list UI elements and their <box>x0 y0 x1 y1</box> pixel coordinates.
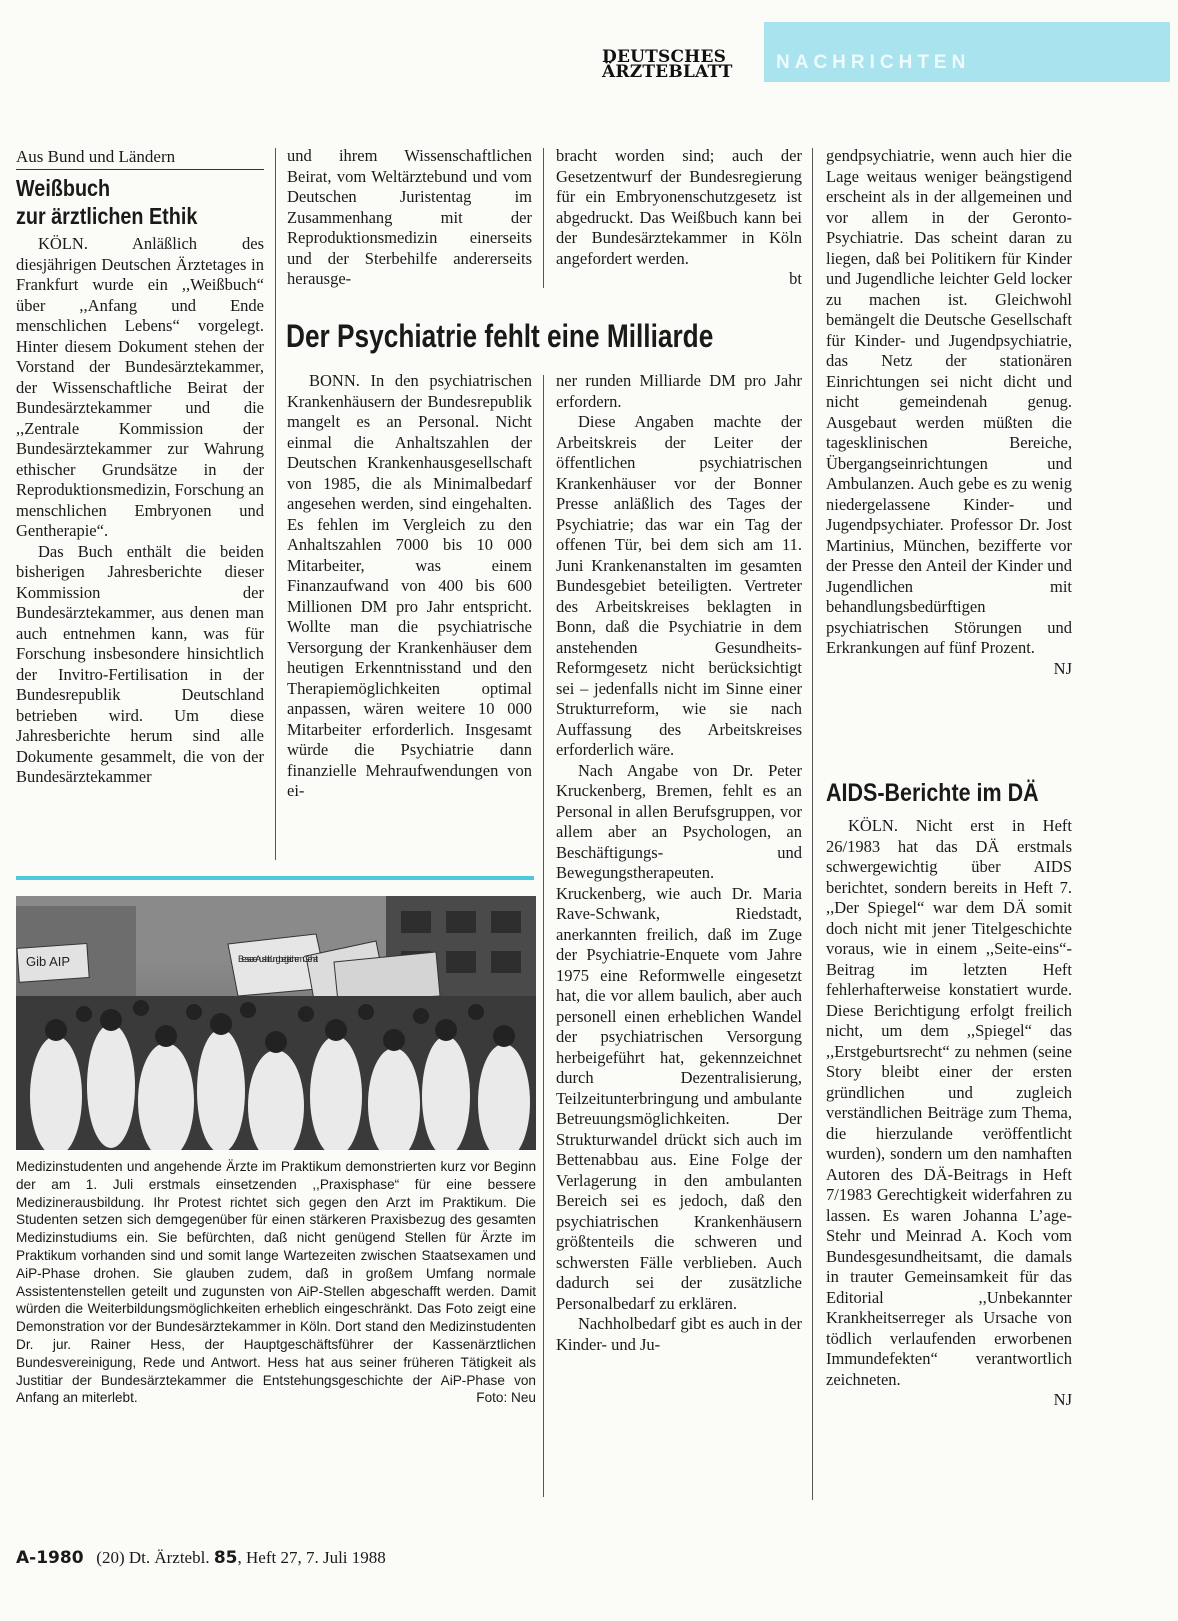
article-paragraph: bracht worden sind; auch der Gesetzentwurf der Bundesregierung für ein Embryonenschutzgesetz ist abgedruckt. Das Weißbuch kann bei der Bundesärztekammer in Köln angefordert werden. <box>556 146 802 268</box>
article-psychiatrie-col2 <box>556 371 802 1355</box>
article-weissbuch-col1 <box>16 146 264 788</box>
logo-line-1: DEUTSCHES <box>602 47 727 67</box>
author-signature: NJ <box>1053 1390 1072 1409</box>
column-rule <box>543 148 544 288</box>
page-number: A-1980 <box>16 1548 84 1568</box>
masthead <box>600 22 1170 82</box>
article-aids <box>826 778 1072 1411</box>
article-paragraph: gendpsychiatrie, wenn auch hier die Lage weitaus weniger beängstigend erscheint als in der allgemeinen und vor allem in der Geronto-Psychiatrie. Das scheint daran zu liegen, daß bei Politikern für Kinder und Jugendliche leichter Geld locker zu machen ist. Gleichwohl bemängelt die Deutsche Gesellschaft für Kinder- und Jugendpsychiatrie, das Netz der stationären Einrichtungen sei nicht dicht und nicht gemeindenah genug. Ausgebaut werden müßten die tagesklinischen Bereiche, Übergangseinrichtungen und Ambulanzen. Auch gebe es zu wenig niedergelassene Kinder- und Jugendpsychiater. Professor Dr. Jost Martinius, München, bezifferte vor der Presse den Anteil der Kinder und Jugendlichen mit behandlungsbedürftigen psychiatrischen Störungen und Erkrankungen auf fünf Prozent. <box>826 146 1072 657</box>
photo-rule <box>16 876 534 880</box>
photo-caption <box>16 1158 536 1407</box>
column-rule <box>543 375 544 1497</box>
article-title-line2: zur ärztlichen Ethik <box>16 203 198 229</box>
article-paragraph: KÖLN. Nicht erst in Heft 26/1983 hat das DÄ erstmals schwergewichtig über AIDS berichtet, sondern bereits in Heft 7. ,,Der Spiegel“ war dem DÄ somit doch nicht mit jener Titelgeschichte voraus, wie in einem ,,Seite-eins“-Beitrag im letzten Heft fehlerhafterweise konstatiert wurde. Diese Berichtigung erfolgt freilich nicht, um dem ,,Spiegel“ das ,,Erstgeburtsrecht“ zu nehmen (seine Story bleibt einer der ersten gründlichen und zugleich verständlichen Beiträge zum Thema, die hierzulande veröffentlicht wurden), sondern um den namhaften Autoren des DÄ-Beitrags in Heft 7/1983 Gerechtigkeit widerfahren zu lassen. Es waren Johanna L’age-Stehr und Meinrad A. Koch vom Bundesgesundheitsamt, die damals in trauter Gemeinsamkeit für das Editorial ,,Unbekannter Krankheitserreger als Ursache von tödlich verlaufenden erworbenen Immundefekten“ verantwortlich zeichneten. <box>826 816 1072 1389</box>
article-paragraph: BONN. In den psychiatrischen Krankenhäusern der Bundesrepublik mangelt es an Personal. Nicht einmal die Anhaltszahlen der Deutschen Krankenhausgesellschaft von 1985, die als Minimalbedarf angesehen werden, sind eingehalten. Es fehlen im Vergleich zu den Anhaltszahlen 7000 bis 10 000 Mitarbeiter, was einem Finanzaufwand von 400 bis 600 Millionen DM pro Jahr entspricht. Wollte man die psychiatrische Versorgung der Krankenhäuser dem heutigen Erkenntnisstand und den Therapiemöglichkeiten optimal anpassen, wären weitere 10 000 Mitarbeiter erforderlich. Insgesamt würde die Psychiatrie dann finanzielle Mehraufwendungen von ei- <box>287 371 532 800</box>
publication-logo <box>602 47 733 82</box>
article-paragraph: Das Buch enthält die beiden bisherigen Jahresberichte dieser Kommission der Bundesärztekammer, aus denen man auch entnehmen kann, was für Forschung insbesondere hinsichtlich der Invitro-Fertilisation in der Bundesrepublik Deutschland betrieben wird. Um diese Jahresberichte herum sind alle Dokumente gesammelt, die von der Bundesärztekammer <box>16 541 264 786</box>
photo-credit: Foto: Neu <box>476 1390 536 1406</box>
caption-text: Medizinstudenten und angehende Ärzte im Praktikum demonstrierten kurz vor Beginn der am 1. Juli erstmals einsetzenden ,,Praxisphase“ für eine bessere Medizinerausbildung. Ihr Protest richtet sich gegen den Arzt im Praktikum. Die Studenten setzen sich demgegenüber für einen stärkeren Praxisbezug des gesamten Medizinstudiums ein. Sie befürchten, daß nicht genügend Stellen für Ärzte im Praktikum vorhanden sind und somit lange Wartezeiten zwischen Staatsexamen und AiP-Phase drohen. Sie glauben zudem, daß in großem Umfang normale Assistentenstellen geteilt und zugunsten von AiP-Stellen abgeschafft werden. Damit würden die Weiterbildungsmöglichkeiten erheblich eingeschränkt. Das Foto zeigt eine Demonstration vor der Bundesärztekammer in Köln. Dort stand den Medizinstudenten Dr. jur. Rainer Hess, der Hauptgeschäftsführer der Kassenärztlichen Bundesvereinigung, Rede und Antwort. Hess hat aus seiner früheren Tätigkeit als Justitiar der Bundesärztekammer die Entstehungsgeschichte der AiP-Phase von Anfang an miterlebt. <box>16 1159 536 1406</box>
author-signature: NJ <box>1053 658 1072 678</box>
article-weissbuch-col3 <box>556 146 802 290</box>
article-psychiatrie-col1 <box>287 371 532 802</box>
article-paragraph: ner runden Milliarde DM pro Jahr erfordern. <box>556 371 802 411</box>
logo-line-2: ÄRZTEBLATT <box>602 62 733 82</box>
protest-sign-1: Gib AIP <box>26 954 71 969</box>
article-paragraph: und ihrem Wissenschaftlichen Beirat, vom Weltärztebund und vom Deutschen Juristentag im Zusammenhang mit der Reproduktionsmedizin einerseits und der Sterbehilfe andererseits herausge- <box>287 146 532 288</box>
article-title: Der Psychiatrie fehlt eine Milliarde <box>286 318 714 354</box>
photo-illustration <box>16 896 536 1150</box>
article-weissbuch-col2 <box>287 146 532 290</box>
article-paragraph: KÖLN. Anläßlich des diesjährigen Deutschen Ärztetages in Frankfurt wurde ein ,,Weißbuch“ über ,,Anfang und Ende menschlichen Lebens“ vorgelegt. Hinter diesem Dokument stehen der Vorstand der Bundesärztekammer, der Wissenschaftliche Beirat der Bundesärztekammer und die ,,Zentrale Kommission der Bundesärztekammer zur Wahrung ethischer Grundsätze in der Reproduktionsmedizin, Forschung an menschlichen Embryonen und Gentherapie“. <box>16 234 264 540</box>
article-paragraph: Nachholbedarf gibt es auch in der Kinder- und Ju- <box>556 1314 802 1354</box>
volume-number: 85 <box>213 1548 238 1568</box>
issue-details: , Heft 27, 7. Juli 1988 <box>237 1548 386 1567</box>
section-label: NACHRICHTEN <box>776 52 971 73</box>
issue-prefix: (20) Dt. Ärztebl. <box>96 1548 210 1567</box>
column-rule <box>275 148 276 860</box>
protest-sign-2: Bessere Aus-bildung bei gleichem Gehalt <box>238 954 318 964</box>
page-footer <box>16 1548 386 1568</box>
article-title-line1: Weißbuch <box>16 175 111 201</box>
article-paragraph: Nach Angabe von Dr. Peter Kruckenberg, Bremen, fehlt es an Personal in allen Berufsgruppen, vor allem aber an Psychologen, an Beschäftigungs- und Bewegungstherapeuten. Kruckenberg, wie auch Dr. Maria Rave-Schwank, Riedstadt, anerkannten freilich, daß im Zuge der Psychiatrie-Enquete vom Jahre 1975 eine Reformwelle eingesetzt hat, die vor allem baulich, aber auch personell einen erheblichen Wandel der psychiatrischen Versorgung herbeigeführt hat, gekennzeichnet durch Dezentralisierung, Teilzeitunterbringung und ambulante Betreuungsmöglichkeiten. Der Strukturwandel drückt sich auch im Bettenabbau aus. Eine Folge der Verlagerung in den ambulanten Bereich sei es jedoch, daß den psychiatrischen Krankenhäusern größtenteils die schweren und schwersten Fälle verblieben. Auch dadurch sei der zusätzliche Personalbedarf zu erklären. <box>556 760 802 1313</box>
article-psychiatrie-col3 <box>826 146 1072 679</box>
section-kicker: Aus Bund und Ländern <box>16 146 264 170</box>
article-title: AIDS-Berichte im DÄ <box>826 779 1039 807</box>
author-signature: bt <box>789 269 802 288</box>
column-rule <box>812 148 813 1500</box>
demonstration-photo <box>16 896 536 1150</box>
article-paragraph: Diese Angaben machte der Arbeitskreis der Leiter der öffentlichen psychiatrischen Krankenhäuser vor der Bonner Presse anläßlich des Tages der Psychiatrie; das war ein Tag der offenen Tür, bei dem sich am 11. Juni Krankenanstalten im gesamten Bundesgebiet beteiligten. Vertreter des Arbeitskreises beklagten in Bonn, daß die Psychiatrie in dem anstehenden Gesundheits-Reformgesetz nicht berücksichtigt sei – jedenfalls nicht im Sinne einer Strukturreform, wie sie nach Auffassung des Arbeitskreises erforderlich wäre. <box>556 412 802 759</box>
